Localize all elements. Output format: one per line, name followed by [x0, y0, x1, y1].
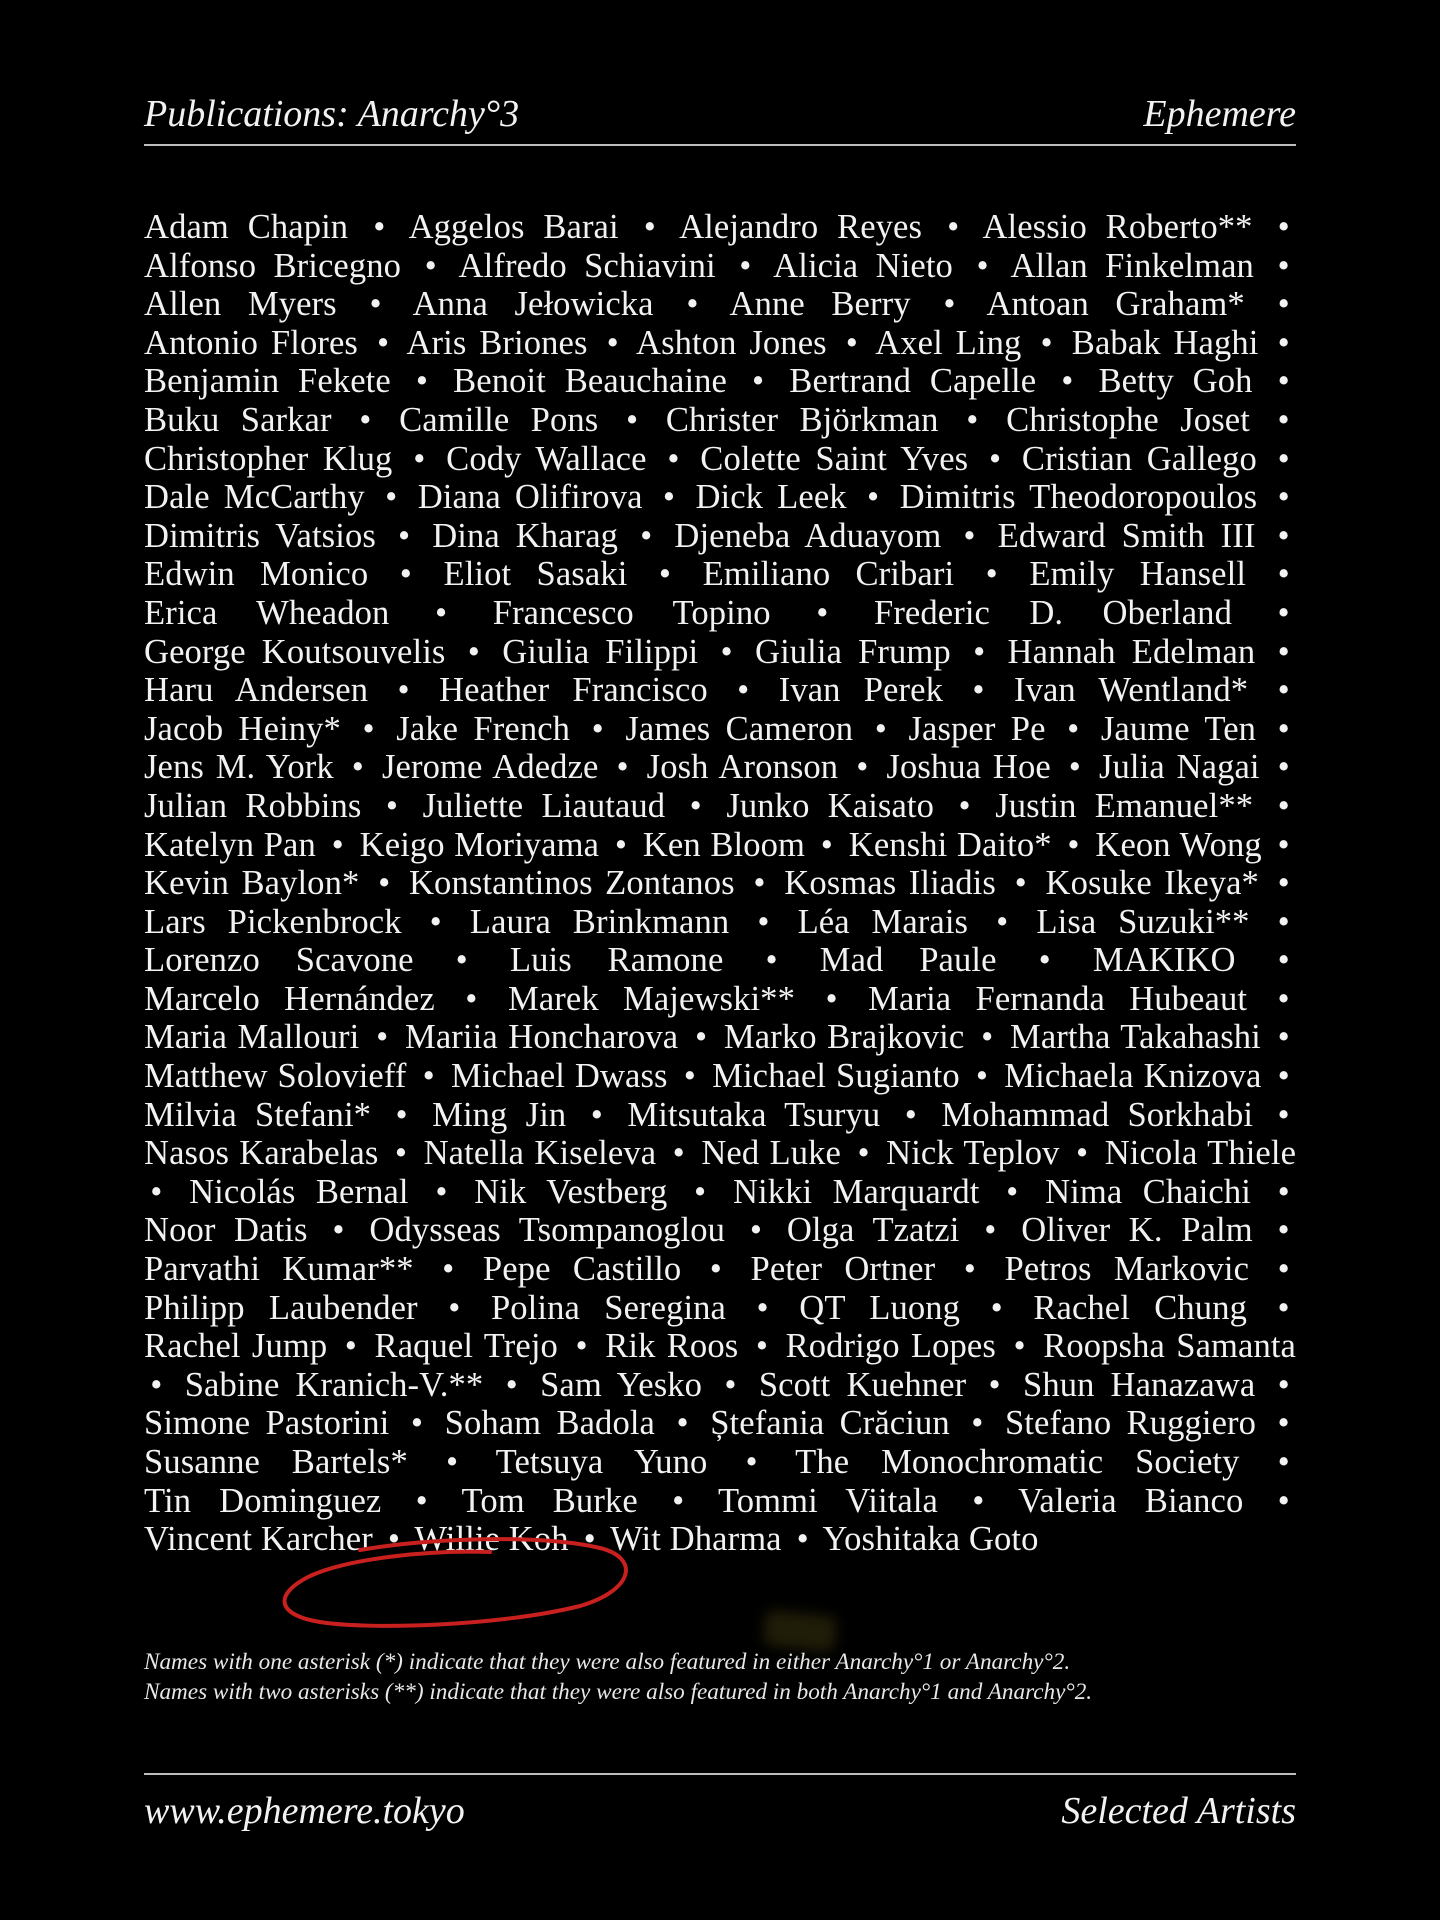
artist-name: Heather Francisco: [439, 671, 708, 710]
footer-section-title: Selected Artists: [1061, 1790, 1296, 1832]
separator-dot: •: [1067, 825, 1080, 864]
artist-name: Dimitris Theodoropoulos: [899, 478, 1258, 517]
separator-dot: •: [395, 1095, 408, 1134]
artist-name: The Monochromatic Society: [795, 1443, 1240, 1481]
footnotes: [144, 1647, 1296, 1707]
artist-name: Philipp Laubender: [144, 1288, 418, 1327]
artist-name: Nik Vestberg: [474, 1172, 668, 1211]
separator-dot: •: [737, 671, 750, 710]
artist-name: Axel Ling: [875, 323, 1022, 362]
artist-name: Vincent Karcher: [144, 1520, 373, 1559]
artist-name: Dale McCarthy: [144, 478, 365, 517]
separator-dot: •: [387, 1520, 401, 1559]
separator-dot: •: [1014, 864, 1027, 903]
separator-dot: •: [972, 1481, 985, 1520]
artist-name: Benjamin Fekete: [144, 362, 391, 401]
separator-dot: •: [988, 1365, 1001, 1404]
separator-dot: •: [399, 555, 412, 594]
separator-dot: •: [422, 1057, 435, 1096]
separator-dot: •: [590, 1095, 603, 1134]
separator-dot: •: [752, 362, 765, 401]
separator-dot: •: [1277, 593, 1290, 632]
separator-dot: •: [1277, 1211, 1290, 1250]
artist-name: Dick Leek: [695, 478, 847, 517]
separator-dot: •: [445, 1443, 459, 1481]
artist-name: Ken Bloom: [642, 825, 805, 864]
artist-name: Giulia Filippi: [502, 632, 699, 671]
artist-name: Buku Sarkar: [144, 400, 332, 439]
separator-dot: •: [749, 1211, 763, 1250]
separator-dot: •: [1277, 1365, 1290, 1404]
separator-dot: •: [943, 285, 956, 324]
artist-name: Keigo Moriyama: [359, 825, 600, 864]
separator-dot: •: [1076, 1134, 1089, 1173]
artist-name: Valeria Bianco: [1018, 1481, 1244, 1520]
artist-name: Pepe Castillo: [482, 1250, 682, 1289]
artist-name: Marek Majewski**: [508, 979, 795, 1018]
artist-name: Jerome Adedze: [381, 748, 599, 787]
artist-name: Simone Pastorini: [144, 1404, 390, 1443]
artist-name: Tommi Viitala: [717, 1481, 938, 1520]
separator-dot: •: [1277, 1057, 1290, 1096]
artist-name: Raquel Trejo: [374, 1327, 558, 1366]
artist-name: Francesco Topino: [492, 593, 771, 632]
separator-dot: •: [435, 1172, 448, 1211]
separator-dot: •: [410, 1404, 424, 1443]
separator-dot: •: [332, 1211, 345, 1250]
artist-name: MAKIKO: [1092, 941, 1236, 980]
artist-name: Lisa Suzuki**: [1036, 902, 1250, 941]
separator-dot: •: [689, 786, 702, 825]
separator-dot: •: [816, 593, 829, 632]
artist-name: Nikki Marquardt: [732, 1172, 980, 1211]
separator-dot: •: [1277, 516, 1290, 555]
separator-dot: •: [331, 825, 344, 864]
separator-dot: •: [984, 1211, 997, 1250]
separator-dot: •: [756, 1288, 769, 1327]
artist-name: Julian Robbins: [144, 786, 362, 825]
artist-name: Kenshi Daito*: [848, 825, 1052, 864]
artist-name: Bertrand Capelle: [789, 362, 1037, 401]
separator-dot: •: [1277, 362, 1290, 401]
separator-dot: •: [1277, 748, 1290, 787]
separator-dot: •: [1277, 323, 1290, 362]
separator-dot: •: [150, 1172, 163, 1211]
artist-name: Peter Ortner: [750, 1250, 936, 1289]
artist-name: QT Luong: [799, 1288, 961, 1327]
document-page: [144, 0, 1296, 1920]
separator-dot: •: [1277, 1404, 1290, 1443]
artist-name: Noor Datis: [144, 1211, 308, 1250]
artist-name: Jaume Ten: [1100, 709, 1257, 748]
separator-dot: •: [1277, 555, 1290, 594]
separator-dot: •: [455, 941, 468, 980]
artist-name: Mad Paule: [819, 941, 997, 980]
separator-dot: •: [369, 285, 382, 324]
artist-name: Martha Takahashi: [1010, 1018, 1261, 1057]
artist-name: Polina Seregina: [490, 1288, 727, 1327]
artist-name: Jens M. York: [144, 748, 334, 787]
separator-dot: •: [385, 478, 398, 517]
separator-dot: •: [1277, 825, 1290, 864]
separator-dot: •: [845, 323, 859, 362]
artist-name: Keon Wong: [1095, 825, 1262, 864]
footnote-one-asterisk: Names with one asterisk (*) indicate that they were also featured in either Anarchy°1 or Anarchy°2.: [144, 1649, 1071, 1675]
artist-name: Juliette Liautaud: [422, 786, 666, 825]
artist-name: Justin Emanuel**: [995, 786, 1254, 825]
separator-dot: •: [1277, 1172, 1290, 1211]
artist-name: Katelyn Pan: [144, 825, 316, 864]
separator-dot: •: [575, 1327, 588, 1366]
artist-name: Willie Koh: [414, 1520, 569, 1559]
artist-name: Allan Finkelman: [1010, 246, 1254, 285]
website-url: www.ephemere.tokyo: [144, 1790, 465, 1832]
artist-name: Ivan Wentland*: [1013, 671, 1249, 710]
separator-dot: •: [1277, 478, 1290, 517]
separator-dot: •: [583, 1520, 596, 1559]
separator-dot: •: [694, 1172, 707, 1211]
artist-name: Alfredo Schiavini: [458, 246, 716, 285]
separator-dot: •: [505, 1365, 518, 1404]
artist-name: Tetsuya Yuno: [495, 1443, 708, 1481]
separator-dot: •: [973, 632, 986, 671]
page-header: [144, 88, 1296, 146]
separator-dot: •: [626, 400, 639, 439]
separator-dot: •: [362, 709, 375, 748]
artist-name: Michael Sugianto: [712, 1057, 960, 1096]
artist-name: Nicola Thiele: [1104, 1134, 1297, 1173]
separator-dot: •: [1061, 362, 1074, 401]
separator-dot: •: [424, 246, 437, 285]
artist-name: Adam Chapin: [144, 208, 349, 246]
artist-name: Cristian Gallego: [1021, 439, 1257, 478]
separator-dot: •: [904, 1095, 917, 1134]
artist-name: Petros Markovic: [1004, 1250, 1250, 1289]
artist-name: Jake French: [396, 709, 571, 748]
footnote-two-asterisks: Names with two asterisks (**) indicate that they were also featured in both Anarchy°1 and Anarchy°2.: [144, 1679, 1093, 1705]
separator-dot: •: [745, 1443, 758, 1481]
separator-dot: •: [606, 323, 619, 362]
artist-name: Matthew Solovieff: [144, 1057, 407, 1096]
separator-dot: •: [1067, 709, 1080, 748]
artist-name: Nick Teplov: [886, 1134, 1060, 1173]
separator-dot: •: [1277, 439, 1290, 478]
artist-name: Diana Olifirova: [417, 478, 643, 517]
artist-name: Antonio Flores: [144, 323, 358, 362]
separator-dot: •: [429, 902, 442, 941]
separator-dot: •: [709, 1250, 722, 1289]
artist-name: Olga Tzatzi: [786, 1211, 960, 1250]
artist-name: Marko Brajkovic: [723, 1018, 965, 1057]
artist-name: Yoshitaka Goto: [822, 1520, 1039, 1559]
separator-dot: •: [753, 864, 766, 903]
artist-name: Christopher Klug: [144, 439, 393, 478]
artist-name: Scott Kuehner: [758, 1365, 967, 1404]
artist-name: Ned Luke: [701, 1134, 841, 1173]
artist-name: Rik Roos: [605, 1327, 739, 1366]
artist-name: Eliot Sasaki: [443, 555, 628, 594]
separator-dot: •: [874, 709, 887, 748]
brand-name: Ephemere: [1143, 93, 1296, 135]
artist-name: Marcelo Hernández: [144, 979, 435, 1018]
artist-name: Erica Wheadon: [144, 593, 390, 632]
artist-name: Anne Berry: [729, 285, 911, 324]
separator-dot: •: [1277, 709, 1290, 748]
artist-name: Shun Hanazawa: [1022, 1365, 1256, 1404]
separator-dot: •: [975, 1057, 989, 1096]
separator-dot: •: [1277, 246, 1290, 285]
artist-name: Kosuke Ikeya*: [1045, 864, 1259, 903]
artist-name: Djeneba Aduayom: [674, 516, 942, 555]
artist-name: Rachel Jump: [144, 1327, 328, 1366]
separator-dot: •: [820, 825, 833, 864]
separator-dot: •: [757, 902, 770, 941]
separator-dot: •: [434, 593, 448, 632]
separator-dot: •: [658, 555, 672, 594]
separator-dot: •: [755, 1327, 769, 1366]
artist-name: Rodrigo Lopes: [785, 1327, 996, 1366]
separator-dot: •: [765, 941, 778, 980]
artist-name: Alicia Nieto: [773, 246, 953, 285]
artist-name: Julia Nagai: [1098, 748, 1260, 787]
artist-name: Oliver K. Palm: [1021, 1211, 1253, 1250]
separator-dot: •: [1277, 1095, 1290, 1134]
separator-dot: •: [676, 1404, 689, 1443]
separator-dot: •: [1277, 632, 1290, 671]
artist-name: Alejandro Reyes: [679, 208, 923, 246]
artist-name: Betty Goh: [1098, 362, 1253, 401]
artist-name: Maria Mallouri: [144, 1018, 360, 1057]
separator-dot: •: [1040, 323, 1053, 362]
artist-name: Mitsutaka Tsuryu: [627, 1095, 881, 1134]
artist-name: Sam Yesko: [540, 1365, 703, 1404]
artist-name: Lars Pickenbrock: [144, 902, 402, 941]
separator-dot: •: [1277, 285, 1290, 324]
artist-name: Odysseas Tsompanoglou: [369, 1211, 726, 1250]
artist-name: Parvathi Kumar**: [144, 1250, 414, 1289]
separator-dot: •: [972, 671, 985, 710]
artist-name: Wit Dharma: [610, 1520, 782, 1559]
separator-dot: •: [990, 1288, 1003, 1327]
separator-dot: •: [672, 1134, 685, 1173]
artist-name: Mohammad Sorkhabi: [941, 1095, 1254, 1134]
artist-name: Nima Chaichi: [1045, 1172, 1251, 1211]
artist-name: Laura Brinkmann: [469, 902, 730, 941]
artist-name: Maria Fernanda Hubeaut: [868, 979, 1248, 1018]
artist-name: Stefano Ruggiero: [1004, 1404, 1257, 1443]
artist-name: Léa Marais: [797, 902, 969, 941]
separator-dot: •: [1013, 1327, 1026, 1366]
artist-name: Michael Dwass: [451, 1057, 668, 1096]
artist-name: Christer Björkman: [665, 400, 939, 439]
separator-dot: •: [857, 1134, 870, 1173]
separator-dot: •: [667, 439, 680, 478]
artist-name: Emiliano Cribari: [702, 555, 955, 594]
separator-dot: •: [947, 208, 960, 246]
separator-dot: •: [1277, 208, 1290, 246]
separator-dot: •: [377, 323, 390, 362]
separator-dot: •: [867, 478, 880, 517]
artist-name: Edwin Monico: [144, 555, 369, 594]
artist-name: Kevin Baylon*: [144, 864, 360, 903]
separator-dot: •: [1277, 400, 1290, 439]
separator-dot: •: [344, 1327, 357, 1366]
separator-dot: •: [614, 825, 628, 864]
artist-name: Babak Haghi: [1071, 323, 1259, 362]
artist-list: [144, 208, 1296, 1559]
artist-name: Antoan Graham*: [986, 285, 1245, 324]
separator-dot: •: [415, 1481, 428, 1520]
artist-name: Giulia Frump: [755, 632, 951, 671]
separator-dot: •: [442, 1250, 455, 1289]
separator-dot: •: [1277, 1443, 1290, 1481]
separator-dot: •: [662, 478, 676, 517]
artist-name: Tin Dominguez: [144, 1481, 382, 1520]
separator-dot: •: [1006, 1172, 1019, 1211]
page-footer: [144, 1773, 1296, 1835]
artist-name: Edward Smith III: [997, 516, 1256, 555]
separator-dot: •: [686, 285, 699, 324]
artist-name: Natella Kiseleva: [423, 1134, 657, 1173]
artist-name: Aggelos Barai: [408, 208, 619, 246]
separator-dot: •: [985, 555, 998, 594]
artist-name: Nicolás Bernal: [189, 1172, 409, 1211]
separator-dot: •: [397, 516, 411, 555]
artist-name: George Koutsouvelis: [144, 632, 446, 671]
separator-dot: •: [988, 439, 1002, 478]
separator-dot: •: [616, 748, 629, 787]
separator-dot: •: [971, 1404, 984, 1443]
artist-name: Ștefania Crăciun: [710, 1404, 950, 1443]
artist-name: Cody Wallace: [446, 439, 647, 478]
separator-dot: •: [963, 516, 976, 555]
artist-name: Lorenzo Scavone: [144, 941, 414, 980]
separator-dot: •: [963, 1250, 976, 1289]
separator-dot: •: [1277, 864, 1290, 903]
artist-name: Hannah Edelman: [1007, 632, 1256, 671]
separator-dot: •: [643, 208, 656, 246]
artist-name: Susanne Bartels*: [144, 1443, 408, 1481]
separator-dot: •: [1277, 1018, 1290, 1057]
artist-name: Ming Jin: [432, 1095, 567, 1134]
separator-dot: •: [150, 1365, 163, 1404]
separator-dot: •: [796, 1520, 809, 1559]
artist-name: Aris Briones: [406, 323, 588, 362]
separator-dot: •: [1277, 1288, 1290, 1327]
artist-name: Soham Badola: [444, 1404, 655, 1443]
separator-dot: •: [373, 208, 386, 246]
separator-dot: •: [591, 709, 604, 748]
separator-dot: •: [1277, 671, 1290, 710]
separator-dot: •: [640, 516, 653, 555]
separator-dot: •: [378, 864, 391, 903]
separator-dot: •: [1038, 941, 1051, 980]
artist-name: Josh Aronson: [646, 748, 839, 787]
separator-dot: •: [394, 1134, 408, 1173]
artist-name: James Cameron: [625, 709, 854, 748]
separator-dot: •: [448, 1288, 461, 1327]
artist-name: Ivan Perek: [778, 671, 943, 710]
artist-name: Dimitris Vatsios: [144, 516, 376, 555]
separator-dot: •: [672, 1481, 685, 1520]
artist-name: Luis Ramone: [509, 941, 724, 980]
artist-name: Jacob Heiny*: [144, 709, 341, 748]
separator-dot: •: [856, 748, 869, 787]
separator-dot: •: [1277, 1250, 1290, 1289]
artist-name: Anna Jełowicka: [412, 285, 654, 324]
separator-dot: •: [996, 902, 1009, 941]
artist-name: Christophe Joset: [1006, 400, 1250, 439]
separator-dot: •: [351, 748, 364, 787]
artist-name: Joshua Hoe: [886, 748, 1051, 787]
artist-name: Sabine Kranich-V.**: [184, 1365, 484, 1404]
separator-dot: •: [1277, 979, 1290, 1018]
separator-dot: •: [724, 1365, 737, 1404]
artist-name: Junko Kaisato: [726, 786, 935, 825]
separator-dot: •: [1277, 902, 1290, 941]
separator-dot: •: [415, 362, 429, 401]
separator-dot: •: [976, 246, 989, 285]
separator-dot: •: [1068, 748, 1081, 787]
artist-name: Milvia Stefani*: [144, 1095, 372, 1134]
separator-dot: •: [683, 1057, 696, 1096]
separator-dot: •: [385, 786, 399, 825]
separator-dot: •: [1277, 1481, 1290, 1520]
separator-dot: •: [1277, 941, 1290, 980]
separator-dot: •: [825, 979, 838, 1018]
artist-name: Michaela Knizova: [1004, 1057, 1262, 1096]
artist-name: Camille Pons: [399, 400, 599, 439]
separator-dot: •: [981, 1018, 994, 1057]
artist-name: Jasper Pe: [908, 709, 1046, 748]
separator-dot: •: [413, 439, 426, 478]
separator-dot: •: [739, 246, 752, 285]
artist-name: Mariia Honcharova: [405, 1018, 679, 1057]
separator-dot: •: [958, 786, 971, 825]
artist-name: Emily Hansell: [1029, 555, 1247, 594]
artist-name: Alfonso Bricegno: [144, 246, 402, 285]
separator-dot: •: [467, 632, 480, 671]
separator-dot: •: [397, 671, 410, 710]
separator-dot: •: [465, 979, 478, 1018]
artist-name: Ashton Jones: [636, 323, 827, 362]
artist-name: Haru Andersen: [144, 671, 369, 710]
separator-dot: •: [376, 1018, 389, 1057]
artist-name: Tom Burke: [461, 1481, 638, 1520]
artist-name: Colette Saint Yves: [700, 439, 969, 478]
separator-dot: •: [694, 1018, 708, 1057]
artist-name: Rachel Chung: [1033, 1288, 1247, 1327]
artist-name: Nasos Karabelas: [144, 1134, 379, 1173]
artist-name: Benoit Beauchaine: [453, 362, 727, 401]
separator-dot: •: [966, 400, 979, 439]
artist-name: Konstantinos Zontanos: [408, 864, 735, 903]
separator-dot: •: [720, 632, 733, 671]
artist-name: Allen Myers: [144, 285, 337, 324]
publication-title: Publications: Anarchy°3: [144, 93, 520, 135]
separator-dot: •: [359, 400, 372, 439]
separator-dot: •: [1277, 786, 1290, 825]
artist-name: Frederic D. Oberland: [873, 593, 1232, 632]
artist-name: Roopsha Samanta: [1043, 1327, 1296, 1366]
artist-name: Dina Kharag: [432, 516, 619, 555]
artist-name: Alessio Roberto**: [982, 208, 1253, 246]
artist-name: Kosmas Iliadis: [784, 864, 996, 903]
